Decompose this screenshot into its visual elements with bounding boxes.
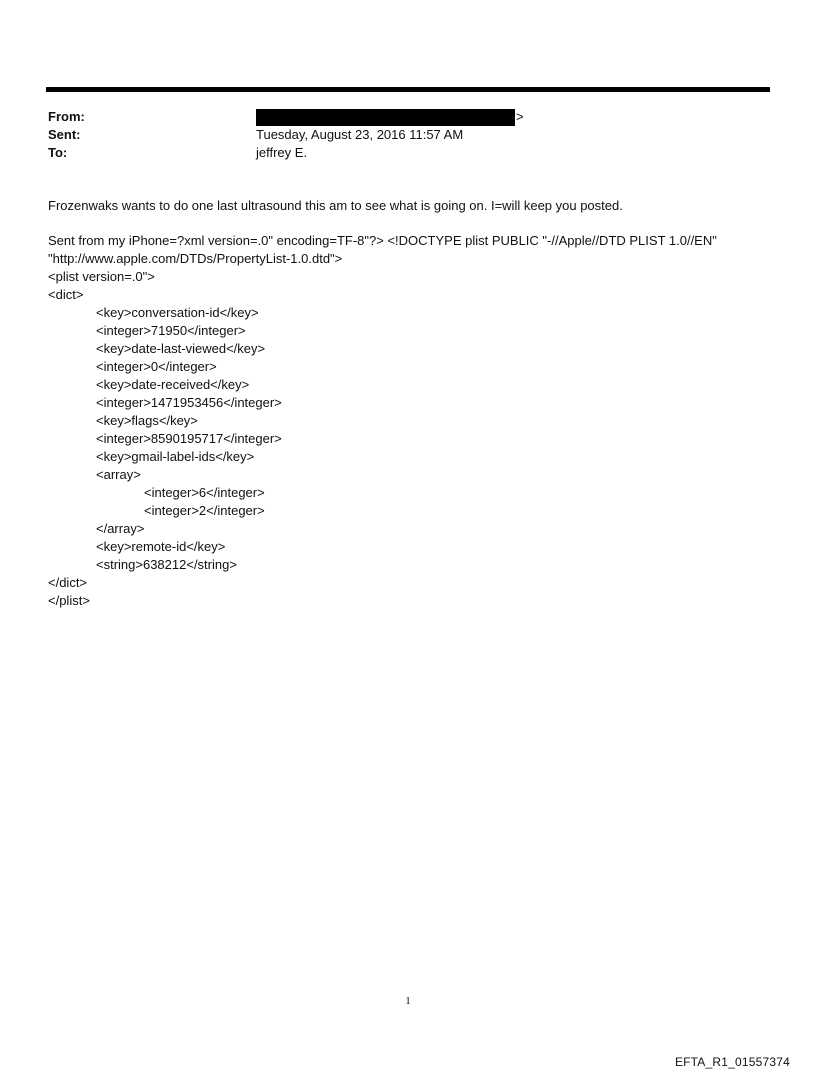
xml-line: <key>date-last-viewed</key> — [96, 341, 266, 356]
header-divider — [46, 87, 770, 92]
from-suffix: > — [516, 109, 524, 124]
document-id: EFTA_R1_01557374 — [674, 1055, 790, 1069]
to-value: jeffrey E. — [256, 145, 308, 160]
xml-line: </dict> — [48, 575, 88, 590]
to-label: To: — [48, 145, 68, 160]
sent-row — [48, 126, 748, 144]
redaction-block — [256, 109, 515, 126]
signature-line-1: Sent from my iPhone=?xml version=.0" encoding=TF-8"?> <!DOCTYPE plist PUBLIC "-//Apple//DTD PLIST 1.0//EN" — [48, 233, 717, 248]
email-body — [48, 197, 778, 610]
from-label: From: — [48, 109, 85, 124]
xml-line: <dict> — [48, 287, 84, 302]
signature-line-2: "http://www.apple.com/DTDs/PropertyList-1.0.dtd"> — [48, 251, 343, 266]
sent-label: Sent: — [48, 127, 81, 142]
xml-line: </plist> — [48, 593, 90, 608]
xml-line: <array> — [96, 467, 141, 482]
message-text: Frozenwaks wants to do one last ultrasound this am to see what is going on. I=will keep you posted. — [48, 198, 623, 213]
xml-line: <integer>8590195717</integer> — [96, 431, 282, 446]
to-row — [48, 144, 748, 162]
xml-line: <key>remote-id</key> — [96, 539, 226, 554]
xml-line: <string>638212</string> — [96, 557, 237, 572]
xml-line: <key>conversation-id</key> — [96, 305, 259, 320]
xml-line: <integer>2</integer> — [144, 503, 265, 518]
xml-line: </array> — [96, 521, 145, 536]
xml-line: <key>flags</key> — [96, 413, 198, 428]
page-number: 1 — [405, 995, 411, 1007]
xml-line: <integer>6</integer> — [144, 485, 265, 500]
xml-line: <plist version=.0"> — [48, 269, 155, 284]
xml-line: <integer>0</integer> — [96, 359, 217, 374]
xml-line: <key>date-received</key> — [96, 377, 250, 392]
from-value — [256, 108, 524, 126]
from-row — [48, 108, 748, 126]
email-header — [48, 108, 748, 162]
sent-value: Tuesday, August 23, 2016 11:57 AM — [256, 127, 464, 142]
xml-line: <key>gmail-label-ids</key> — [96, 449, 255, 464]
signature-block — [48, 232, 778, 610]
xml-line: <integer>71950</integer> — [96, 323, 246, 338]
xml-line: <integer>1471953456</integer> — [96, 395, 282, 410]
